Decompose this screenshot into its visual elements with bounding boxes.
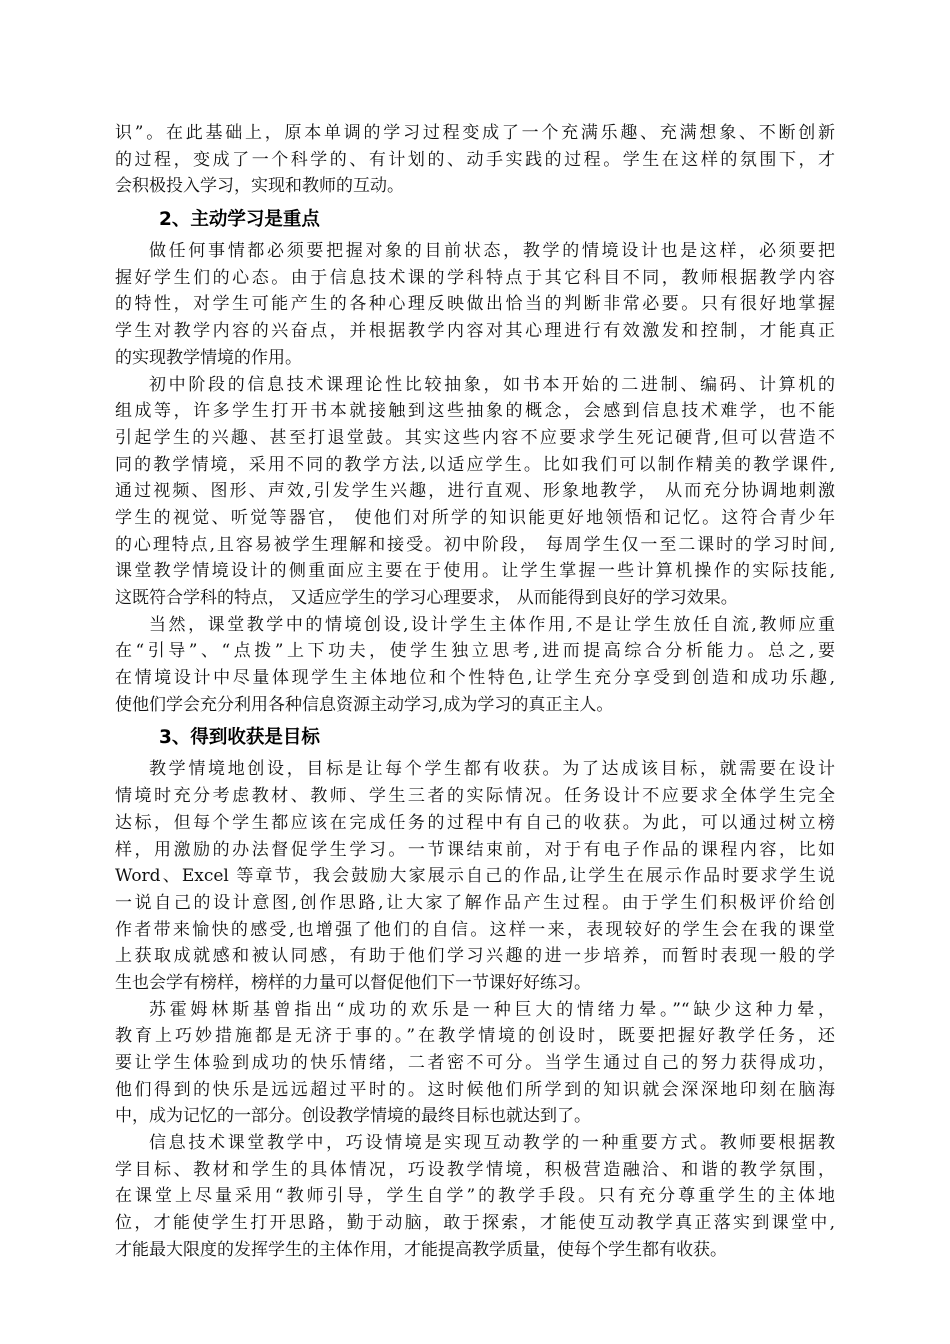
text-line: 中，成为记忆的一部分。创设教学情境的最终目标也就达到了。 bbox=[115, 1106, 591, 1127]
text-line: 初中阶段的信息技术课理论性比较抽象，如书本开始的二进制、编码、计算机的 bbox=[149, 374, 835, 395]
text-line: 当然，课堂教学中的情境创设,设计学生主体作用,不是让学生放任自流,教师应重 bbox=[149, 614, 835, 635]
text-line: 苏霍姆林斯基曾指出“成功的欢乐是一种巨大的情绪力晕。”“缺少这种力晕， bbox=[149, 999, 835, 1020]
paragraph bbox=[115, 756, 835, 996]
text-line: 识”。在此基础上，原本单调的学习过程变成了一个充满乐趣、充满想象、不断创新 bbox=[115, 123, 835, 143]
text-line: 握好学生们的心态。由于信息技术课的学科特点于其它科目不同，教师根据教学内容 bbox=[115, 267, 835, 288]
text-line: 的过程，变成了一个科学的、有计划的、动手实践的过程。学生在这样的氛围下，才 bbox=[115, 149, 835, 170]
text-line: 在情境设计中尽量体现学生主体地位和个性特色,让学生充分享受到创造和成功乐趣, bbox=[115, 668, 835, 689]
text-line: 同的教学情境，采用不同的教学方法,以适应学生。比如我们可以制作精美的教学课件, bbox=[115, 454, 835, 475]
text-line: 课堂教学情境设计的侧重面应主要在于使用。让学生掌握一些计算机操作的实际技能, bbox=[115, 561, 835, 582]
paragraph bbox=[115, 612, 835, 719]
text-line: 的实现教学情境的作用。 bbox=[115, 347, 302, 368]
text-line: 组成等，许多学生打开书本就接触到这些抽象的概念，会感到信息技术难学，也不能 bbox=[115, 401, 835, 422]
text-line: 的心理特点,且容易被学生理解和接受。初中阶段， 每周学生仅一至二课时的学习时间, bbox=[115, 534, 835, 555]
text-line: 做任何事情都必须要把握对象的目前状态，教学的情境设计也是这样，必须要把 bbox=[149, 241, 835, 262]
text-line: 作者带来愉快的感受,也增强了他们的自信。这样一来，表现较好的学生会在我的课堂 bbox=[115, 919, 835, 940]
text-line: 生也会学有榜样，榜样的力量可以督促他们下一节课好好练习。 bbox=[115, 972, 591, 993]
text-line: 在“引导”、“点拨”上下功夫，使学生独立思考,进而提高综合分析能力。总之,要 bbox=[115, 641, 835, 662]
text-line: 这既符合学科的特点， 又适应学生的学习心理要求， 从而能得到良好的学习效果。 bbox=[115, 588, 738, 608]
section-heading: 3、得到收获是目标 bbox=[159, 727, 320, 749]
text-line: Word、Excel 等章节，我会鼓励大家展示自己的作品,让学生在展示作品时要求学生说 bbox=[115, 866, 835, 887]
text-line: 教学情境地创设，目标是让每个学生都有收获。为了达成该目标，就需要在设计 bbox=[149, 759, 835, 780]
section-heading: 2、主动学习是重点 bbox=[159, 209, 320, 231]
text-line: 学生的视觉、听觉等器官， 使他们对所学的知识能更好地领悟和记忆。这符合青少年 bbox=[115, 507, 835, 528]
text-line: 要让学生体验到成功的快乐情绪，二者密不可分。当学生通过自己的努力获得成功， bbox=[115, 1053, 835, 1073]
text-line: 位，才能使学生打开思路，勤于动脑，敢于探索，才能使互动教学真正落实到课堂中, bbox=[115, 1213, 835, 1234]
text-line: 的特性，对学生可能产生的各种心理反映做出恰当的判断非常必要。只有很好地掌握 bbox=[115, 294, 835, 315]
paragraph bbox=[115, 238, 835, 371]
text-line: 达标，但每个学生都应该在完成任务的过程中有自己的收获。为此，可以通过树立榜 bbox=[115, 812, 835, 833]
text-line: 学目标、教材和学生的具体情况，巧设教学情境，积极营造融洽、和谐的教学氛围， bbox=[115, 1159, 835, 1180]
text-line: 在课堂上尽量采用“教师引导，学生自学”的教学手段。只有充分尊重学生的主体地 bbox=[115, 1186, 835, 1207]
text-line: 他们得到的快乐是远远超过平时的。这时候他们所学到的知识就会深深地印刻在脑海 bbox=[115, 1079, 835, 1100]
paragraph bbox=[115, 372, 835, 612]
text-line: 教育上巧妙措施都是无济于事的。”在教学情境的创设时，既要把握好教学任务，还 bbox=[115, 1026, 835, 1047]
paragraph bbox=[115, 1130, 835, 1263]
text-line: 引起学生的兴趣、甚至打退堂鼓。其实这些内容不应要求学生死记硬背,但可以营造不 bbox=[115, 427, 835, 448]
text-line: 通过视频、图形、声效,引发学生兴趣，进行直观、形象地教学， 从而充分协调地刺激 bbox=[115, 481, 835, 502]
text-line: 会积极投入学习，实现和教师的互动。 bbox=[115, 176, 404, 197]
text-line: 上获取成就感和被认同感，有助于他们学习兴趣的进一步培养，而暂时表现一般的学 bbox=[115, 946, 835, 967]
text-line: 信息技术课堂教学中，巧设情境是实现互动教学的一种重要方式。教师要根据教 bbox=[149, 1133, 835, 1154]
text-line: 使他们学会充分利用各种信息资源主动学习,成为学习的真正主人。 bbox=[115, 694, 614, 715]
text-line: 样，用激励的办法督促学生学习。一节课结束前，对于有电子作品的课程内容，比如 bbox=[115, 839, 835, 860]
paragraph bbox=[115, 120, 835, 200]
text-line: 一说自己的设计意图,创作思路,让大家了解作品产生过程。由于学生们积极评价给创 bbox=[115, 892, 835, 913]
text-line: 情境时充分考虑教材、教师、学生三者的实际情况。任务设计不应要求全体学生完全 bbox=[115, 786, 835, 807]
text-line: 学生对教学内容的兴奋点，并根据教学内容对其心理进行有效激发和控制，才能真正 bbox=[115, 321, 835, 342]
paragraph bbox=[115, 997, 835, 1130]
text-line: 才能最大限度的发挥学生的主体作用，才能提高教学质量，使每个学生都有收获。 bbox=[115, 1239, 727, 1260]
document-body bbox=[115, 120, 835, 1264]
